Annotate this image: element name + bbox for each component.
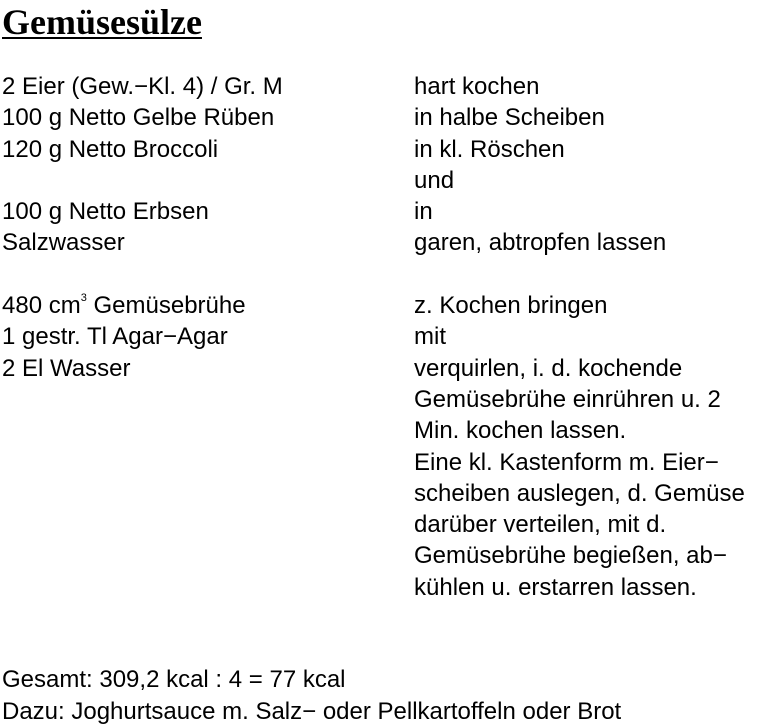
instruction-line: in kl. Röschen: [414, 135, 565, 163]
instruction-line: Gemüsebrühe begießen, ab−: [414, 542, 727, 570]
instruction-spacer: [414, 259, 784, 290]
ingredient-line: Salzwasser: [2, 229, 125, 257]
ingredient-line: 2 Eier (Gew.−Kl. 4) / Gr. M: [2, 73, 283, 100]
instruction-line: Eine kl. Kastenform m. Eier−: [414, 448, 719, 476]
ingredient-line: 2 El Wasser: [2, 354, 131, 382]
instructions-column: [414, 71, 784, 603]
ingredient-line: 1 gestr. Tl Agar−Agar: [2, 323, 228, 351]
instruction-line: Gemüsebrühe einrühren u. 2: [414, 385, 721, 413]
instruction-line: verquirlen, i. d. kochende: [414, 354, 683, 382]
instruction-line: und: [414, 166, 455, 194]
instruction-line: mit: [414, 323, 446, 351]
broth-amount: 480 cm: [2, 292, 81, 320]
instruction-line: hart kochen: [414, 73, 540, 100]
instruction-line: in halbe Scheiben: [414, 104, 605, 132]
broth-unit-superscript: 3: [80, 292, 87, 305]
ingredient-line: 100 g Netto Gelbe Rüben: [2, 104, 275, 132]
ingredient-line: 120 g Netto Broccoli: [2, 135, 219, 163]
instruction-line: kühlen u. erstarren lassen.: [414, 573, 697, 601]
serving-suggestion: Dazu: Joghurtsauce m. Salz− oder Pellkartoffeln oder Brot: [2, 698, 622, 725]
instruction-line: z. Kochen bringen: [414, 292, 608, 320]
broth-name: Gemüsebrühe: [86, 292, 246, 320]
recipe-title: Gemüsesülze: [2, 2, 202, 42]
ingredient-spacer: [2, 165, 402, 196]
instruction-line: scheiben auslegen, d. Gemüse: [414, 479, 745, 507]
ingredient-line: 100 g Netto Erbsen: [2, 198, 209, 226]
instruction-line: in: [414, 198, 433, 226]
total-calories: Gesamt: 309,2 kcal : 4 = 77 kcal: [2, 666, 346, 693]
instruction-line: garen, abtropfen lassen: [414, 229, 667, 257]
instruction-line: Min. kochen lassen.: [414, 417, 627, 445]
ingredients-column: [2, 71, 402, 384]
recipe-footer: [2, 664, 621, 728]
ingredient-line-broth: [2, 290, 402, 321]
instruction-line: darüber verteilen, mit d.: [414, 511, 667, 539]
ingredient-spacer: [2, 259, 402, 290]
